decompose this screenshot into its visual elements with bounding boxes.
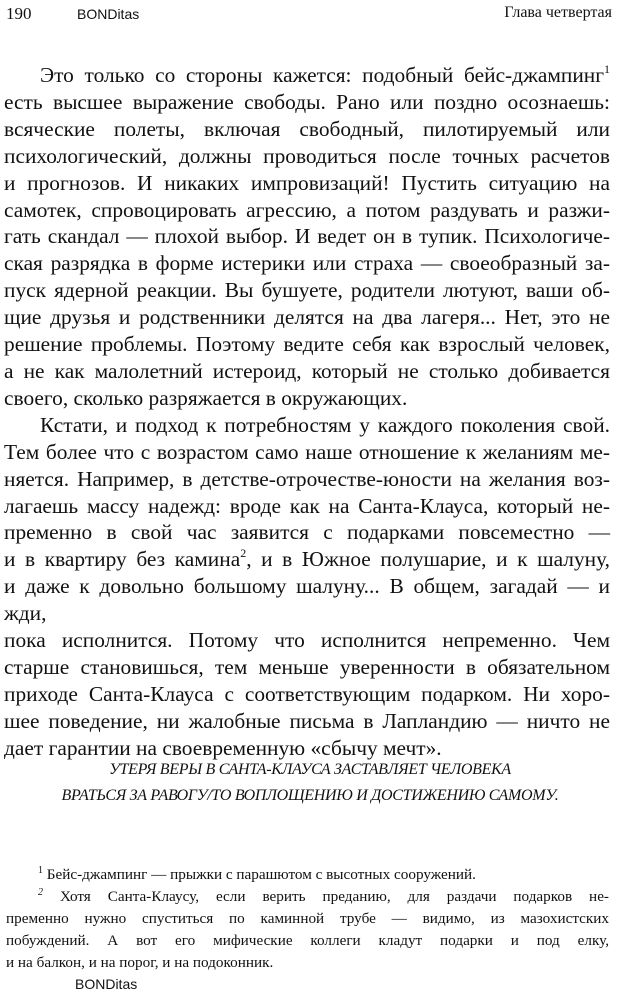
text-line: пуск ядерной реакции. Вы бушуете, родители лютуют, ваши об- [4,278,610,303]
footnote-line: пременно нужно спуститься по каминной трубе — видимо, из мазохистских [6,910,609,927]
text-line: ская разрядка в форме истерики или страха — своеобразный за- [4,251,610,276]
text-line: своего, сколько разряжается в окружающих. [4,385,408,410]
text-line: щие друзья и родственники делятся на два лагеря... Нет, это не [4,305,610,330]
page-number: 190 [6,4,32,23]
text-line: старше становишься, тем меньше уверенности в обязательном [4,654,610,679]
text-line: няется. Например, в детстве-отрочестве-юности на желания воз- [4,466,610,491]
text-line: и прогнозов. И никаких импровизаций! Пустить ситуацию на [4,170,610,195]
text-line: есть высшее выражение свободы. Рано или поздно осознаешь: [4,89,610,114]
pull-quote-line: ВРАТЬСЯ ЗА РАВОГУ/ТО ВОПЛОЩЕНИЮ И ДОСТИЖЕНИЮ САМОМУ. [61,787,559,804]
text-line: психологический, должны проводиться после точных расчетов [4,143,610,168]
text-line: Тем более что с возрастом само наше отношение к желаниям ме- [4,439,610,464]
text-line: а не как малолетний истероид, который не столько добивается [4,358,610,383]
text-line: дает гарантии на своевременную «сбычу мечт». [4,735,442,760]
footnote-ref: 1 [604,62,610,76]
pull-quote-line: УТЕРЯ ВЕРЫ В САНТА-КЛАУСА ЗАСТАВЛЯЕТ ЧЕЛОВЕКА [109,761,511,778]
chapter-title: Глава четвертая [504,4,612,21]
footnotes [6,864,609,974]
text-line: и в квартиру без камина$^2$, и в Южное полушарие, и к шалуну, [4,546,610,572]
text-line: лагаешь массу надежд: вроде как на Санта-Клауса, который не- [4,493,610,518]
footnote-2: $^2$ Хотя Санта-Клаусу, если верить преданию, для раздачи подарков не- [38,887,609,905]
text-line: Это только со стороны кажется: подобный бейс-джампинг$^1$ [40,62,610,87]
footnote-line: побуждений. А вот его мифические коллеги кладут подарки и под елку, [6,932,609,949]
pull-quote [0,757,620,809]
footnote-mark: 2 [38,887,43,898]
text-line: приходе Санта-Клауса с соответствующим подарком. Ни хоро- [4,681,610,706]
footer-brand: BONDitas [75,976,138,992]
footnote-mark: 1 [38,865,43,876]
text-line: и даже к довольно большому шалуну... В общем, загадай — и жди, [4,574,610,626]
footnote-line: и на балкон, и на порог, и на подоконник. [6,954,274,971]
header-brand: BONDitas [77,6,140,22]
text-line: гать скандал — плохой выбор. И ведет он в тупик. Психологиче- [4,224,610,249]
text-line: пока исполнится. Потому что исполнится непременно. Чем [4,628,610,653]
text-line: шее поведение, ни жалобные письма в Лапландию — ничто не [4,708,610,733]
text-line: решение проблемы. Поэтому ведите себя как взрослый человек, [4,332,610,357]
main-text [4,62,610,762]
text-line: всяческие полеты, включая свободный, пилотируемый или [4,116,610,141]
footnote-ref: 2 [240,546,247,561]
text-line: пременно в свой час заявится с подарками повсеместно — [4,520,610,545]
footnote-1: $^1$ Бейс-джампинг — прыжки с парашютом с высотных сооружений. [38,865,476,883]
text-line: Кстати, и подход к потребностям у каждого поколения свой. [40,412,610,437]
text-line: самотек, спровоцировать агрессию, а потом раздувать и разжи- [4,197,610,222]
